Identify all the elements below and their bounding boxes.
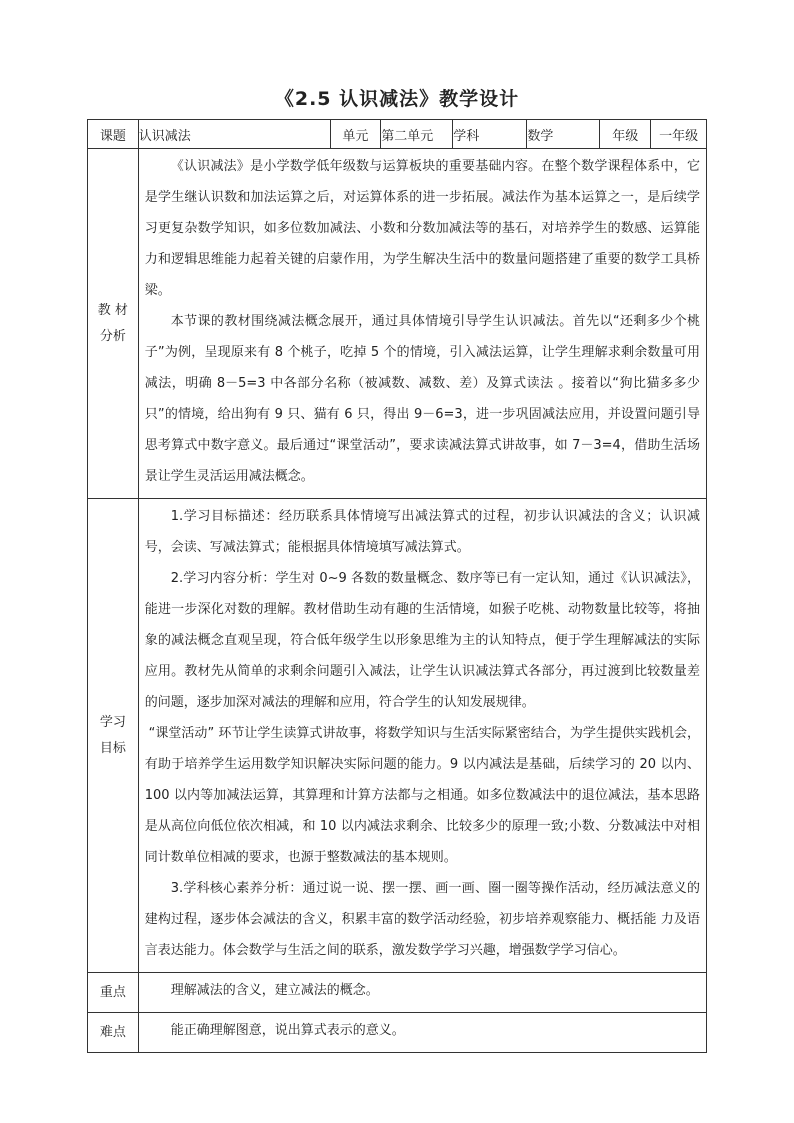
material-label-line2: 分析 — [99, 328, 126, 344]
material-label-line1: 教 材 — [97, 302, 128, 318]
grade-label: 年级 — [600, 120, 651, 149]
subject-value: 数学 — [527, 120, 600, 149]
objectives-row — [88, 499, 707, 973]
material-paragraph-2: 本节课的教材围绕减法概念展开，通过具体情境引导学生认识减法。首先以“还剩多少个桃子”为例，呈现原来有 8 个桃子，吃掉 5 个的情境，引入减法运算，让学生理解求剩余数量可用减法，明确 8－5=3 中各部分名称（被减数、减数、差）及算式读法 。接着以“狗比猫多多少只”的情境，给出狗有 9 只、猫有 6 只，得出 9－6=3，进一步巩固减法应用，并设置问题引导思考算式中数字意义。最后通过“课堂活动”，要求读减法算式讲故事，如 7－3=4，借助生活场景让学生灵活运用减法概念。 — [144, 314, 700, 484]
key-point-row — [88, 973, 707, 1013]
key-point-label: 重点 — [88, 973, 139, 1013]
objectives-label-line1: 学习 — [99, 714, 126, 730]
difficulty-text: 能正确理解图意，说出算式表示的意义。 — [170, 1023, 405, 1038]
subject-label: 学科 — [453, 120, 527, 149]
material-label — [88, 149, 139, 499]
material-content — [138, 149, 706, 499]
header-row — [88, 120, 707, 149]
lesson-plan-table — [87, 119, 707, 1053]
difficulty-label: 难点 — [88, 1013, 139, 1053]
objectives-label-line2: 目标 — [99, 740, 126, 756]
material-paragraph-1: 《认识减法》是小学数学低年级数与运算板块的重要基础内容。在整个数学课程体系中，它是学生继认识数和加法运算之后，对运算体系的进一步拓展。减法作为基本运算之一，是后续学习更复杂数学知识，如多位数加减法、小数和分数加减法等的基石，对培养学生的数感、运算能力和逻辑思维能力起着关键的启蒙作用，为学生解决生活中的数量问题搭建了重要的数学工具桥梁。 — [144, 159, 700, 298]
objectives-content — [138, 499, 706, 973]
objectives-label — [88, 499, 139, 973]
grade-value: 一年级 — [651, 120, 707, 149]
key-point-text: 理解减法的含义，建立减法的概念。 — [170, 983, 379, 998]
objectives-paragraph-2: 2.学习内容分析：学生对 0~9 各数的数量概念、数序等已有一定认知，通过《认识减法》，能进一步深化对数的理解。教材借助生动有趣的生活情境，如猴子吃桃、动物数量比较等，将抽象的减法概念直观呈现，符合低年级学生以形象思维为主的认知特点，便于学生理解减法的实际应用。教材先从简单的求剩余问题引入减法，让学生认识减法算式各部分，再过渡到比较数量差的问题，逐步加深对减法的理解和应用，符合学生的认知发展规律。 — [144, 571, 700, 710]
topic-label: 课题 — [88, 120, 139, 149]
unit-label: 单元 — [330, 120, 381, 149]
objectives-paragraph-1: 1.学习目标描述：经历联系具体情境写出减法算式的过程，初步认识减法的含义；认识减号，会读、写减法算式；能根据具体情境填写减法算式。 — [144, 509, 700, 555]
objectives-paragraph-4: 3.学科核心素养分析：通过说一说、摆一摆、画一画、圈一圈等操作活动，经历减法意义的建构过程，逐步体会减法的含义，积累丰富的数学活动经验，初步培养观察能力、概括能 力及语言表达能力。体会数学与生活之间的联系，激发数学学习兴趣，增强数学学习信心。 — [144, 881, 700, 958]
key-point-content — [138, 973, 706, 1013]
objectives-paragraph-3: “课堂活动” 环节让学生读算式讲故事，将数学知识与生活实际紧密结合，为学生提供实践机会，有助于培养学生运用数学知识解决实际问题的能力。9 以内减法是基础，后续学习的 20 以内、100 以内等加减法运算，其算理和计算方法都与之相通。如多位数减法中的退位减法，基本思路是从高位向低位依次相减，和 10 以内减法求剩余、比较多少的原理一致;小数、分数减法中对相同计数单位相减的要求，也源于整数减法的基本规则。 — [144, 726, 700, 865]
topic-value: 认识减法 — [138, 120, 330, 149]
difficulty-content — [138, 1013, 706, 1053]
material-row — [88, 149, 707, 499]
unit-value: 第二单元 — [381, 120, 453, 149]
document-title: 《2.5 认识减法》教学设计 — [274, 88, 520, 110]
difficulty-row — [88, 1013, 707, 1053]
